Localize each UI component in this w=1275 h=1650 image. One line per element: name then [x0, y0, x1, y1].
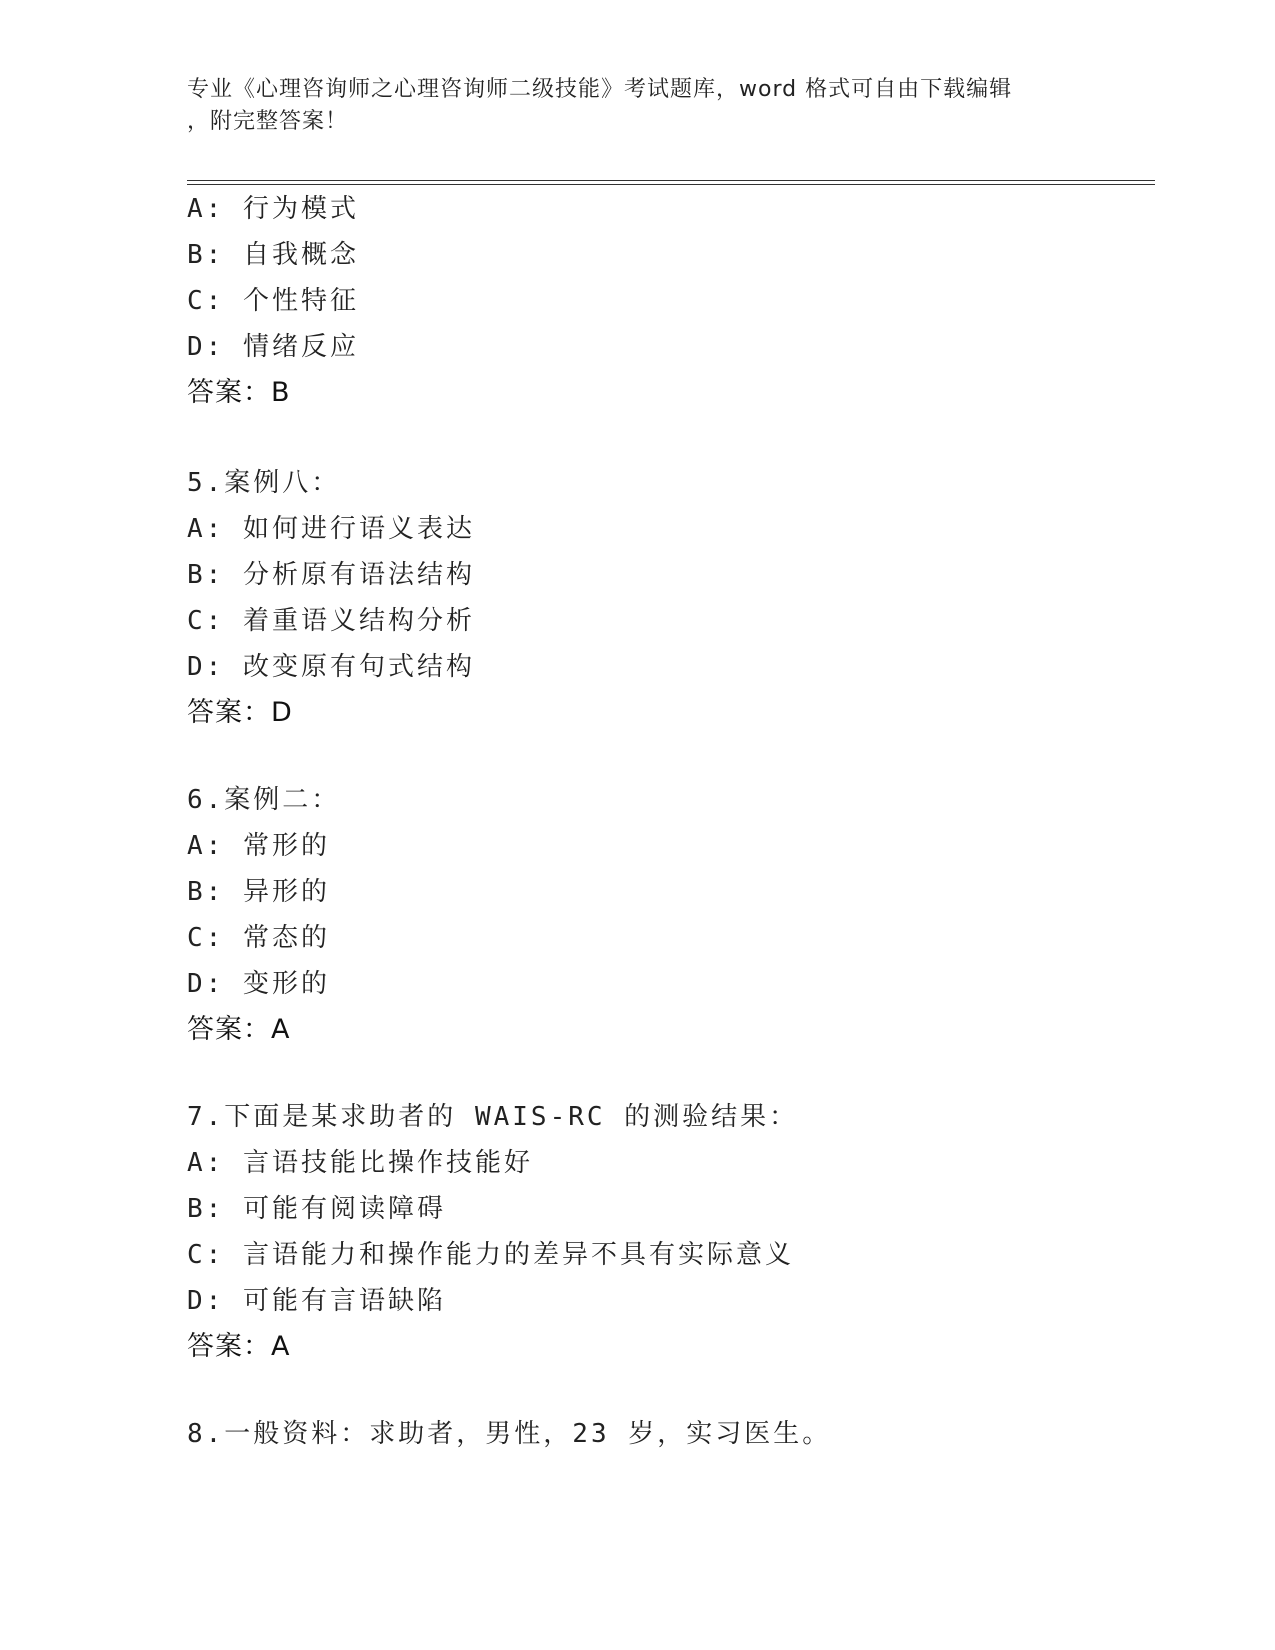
question-stem: 7.下面是某求助者的 WAIS-RC 的测验结果：: [187, 1102, 799, 1132]
header-rule-bottom: [187, 184, 1155, 185]
question-stem: 5.案例八：: [187, 468, 341, 498]
option-b: B: 可能有阅读障碍: [187, 1194, 446, 1224]
option-b: B: 异形的: [187, 877, 330, 907]
question-4: [187, 186, 359, 416]
option-a: A: 言语技能比操作技能好: [187, 1148, 533, 1178]
header-line-2: ，附完整答案！: [187, 109, 349, 134]
question-stem: 8.一般资料：求助者，男性，23 岁，实习医生。: [187, 1419, 832, 1449]
header-line-1: 专业《心理咨询师之心理咨询师二级技能》考试题库，word 格式可自由下载编辑: [187, 77, 1013, 102]
option-b: B: 自我概念: [187, 240, 359, 270]
question-stem: 6.案例二：: [187, 785, 341, 815]
answer: 答案：D: [187, 697, 293, 728]
document-header: [187, 74, 1067, 138]
option-d: D: 变形的: [187, 969, 330, 999]
option-c: C: 着重语义结构分析: [187, 606, 475, 636]
header-rule-top: [187, 180, 1155, 181]
answer: 答案：A: [187, 1014, 291, 1045]
option-c: C: 常态的: [187, 923, 330, 953]
option-d: D: 改变原有句式结构: [187, 652, 475, 682]
answer: 答案：A: [187, 1331, 291, 1362]
question-7: [187, 1094, 798, 1370]
question-8: [187, 1411, 831, 1457]
option-a: A: 行为模式: [187, 194, 359, 224]
option-d: D: 可能有言语缺陷: [187, 1286, 446, 1316]
question-6: [187, 777, 340, 1053]
option-b: B: 分析原有语法结构: [187, 560, 475, 590]
question-5: [187, 460, 475, 736]
option-c: C: 个性特征: [187, 286, 359, 316]
option-c: C: 言语能力和操作能力的差异不具有实际意义: [187, 1240, 794, 1270]
answer: 答案：B: [187, 377, 291, 408]
option-a: A: 如何进行语义表达: [187, 514, 475, 544]
option-d: D: 情绪反应: [187, 332, 359, 362]
option-a: A: 常形的: [187, 831, 330, 861]
